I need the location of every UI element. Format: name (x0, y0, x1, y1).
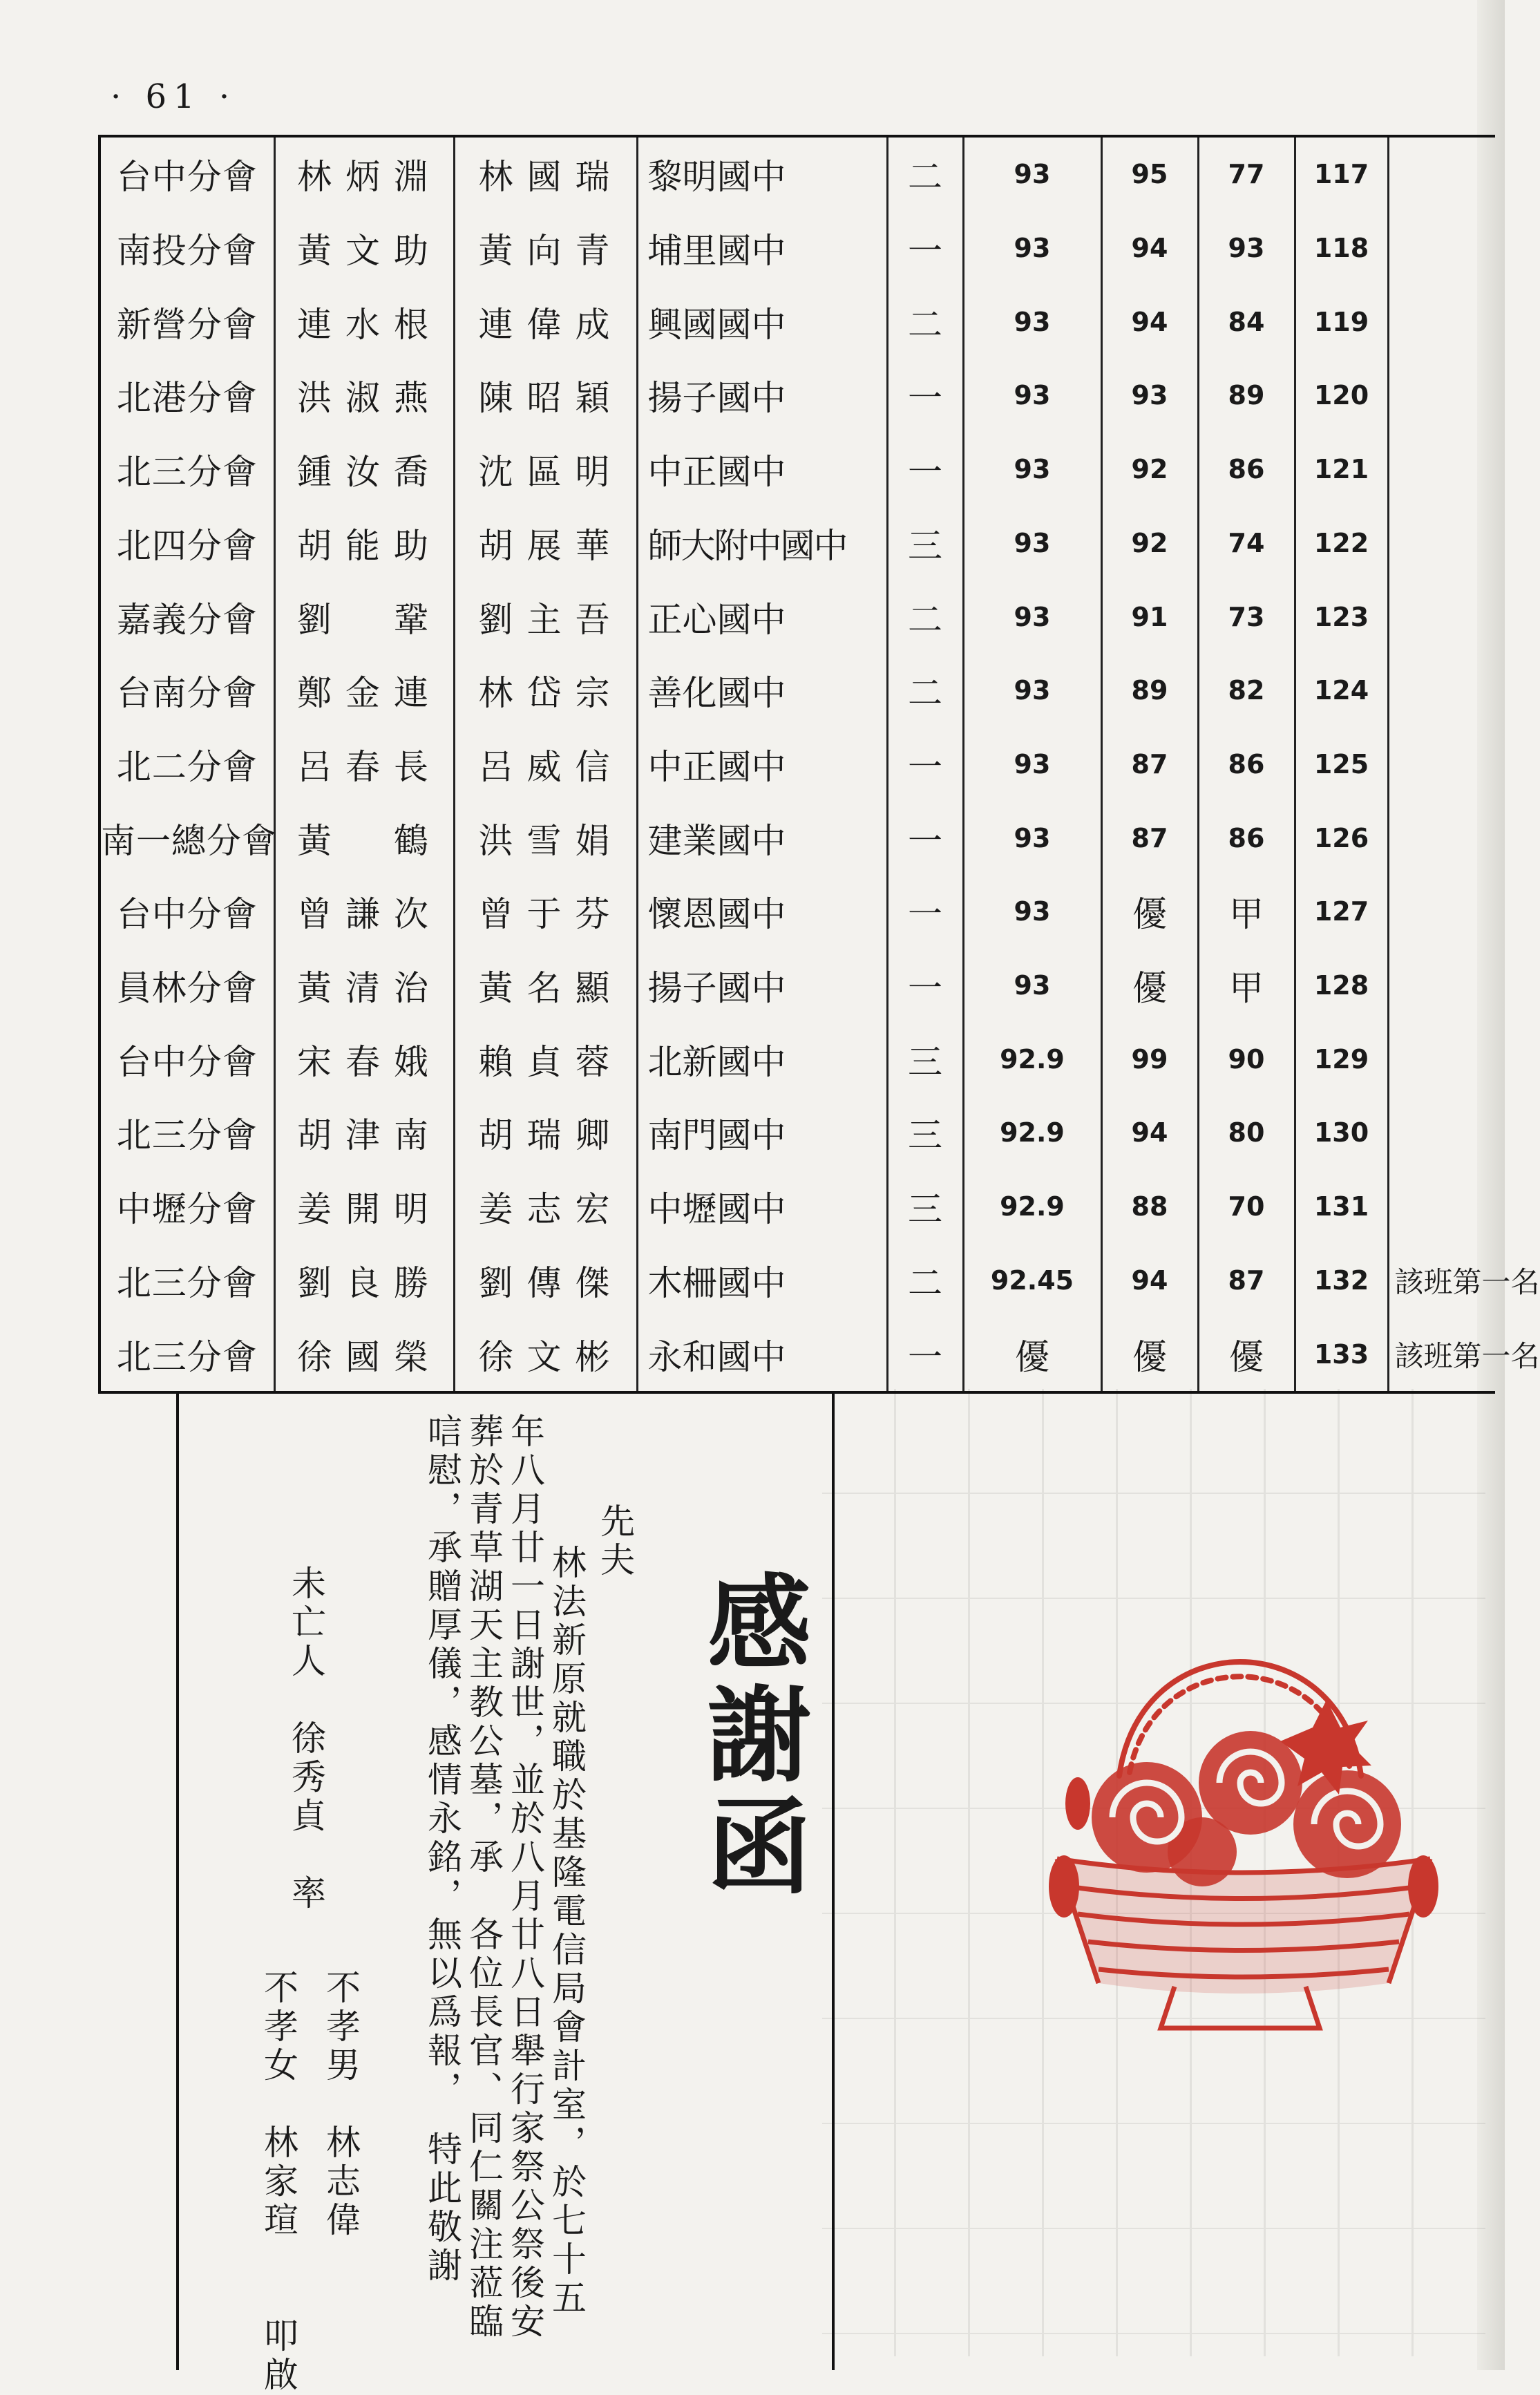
notice-line-2: 林法新原就職於基隆電信局會計室，於七十五 (546, 1544, 587, 2318)
conduct-score-cell: 94 (1101, 1096, 1198, 1170)
conduct-score-cell: 87 (1101, 728, 1198, 802)
student-name-cell: 呂威信 (454, 728, 637, 802)
exam-score-cell: 89 (1198, 359, 1295, 433)
table-row (99, 728, 1495, 802)
branch-cell: 台中分會 (99, 1022, 274, 1096)
student-name-cell: 劉主吾 (454, 580, 637, 654)
member-name-cell: 劉良勝 (274, 1243, 454, 1317)
conduct-score-cell: 優 (1101, 1317, 1198, 1392)
branch-cell: 南一總分會 (99, 801, 274, 875)
branch-cell: 中壢分會 (99, 1170, 274, 1244)
average-score-cell: 93 (963, 506, 1101, 580)
remark-cell (1388, 211, 1495, 285)
exam-score-cell: 93 (1198, 211, 1295, 285)
branch-cell: 台中分會 (99, 136, 274, 211)
grade-cell: 一 (887, 433, 963, 507)
branch-cell: 員林分會 (99, 949, 274, 1023)
conduct-score-cell: 92 (1101, 433, 1198, 507)
serial-number-cell: 133 (1295, 1317, 1388, 1392)
exam-score-cell: 甲 (1198, 875, 1295, 949)
branch-cell: 北三分會 (99, 1096, 274, 1170)
notice-line-5: 唁慰，承贈厚儀，感情永銘，無以爲報， 特此敬謝 (422, 1413, 462, 2286)
student-name-cell: 林岱宗 (454, 654, 637, 728)
serial-number-cell: 121 (1295, 433, 1388, 507)
school-cell: 興國國中 (637, 285, 887, 359)
serial-number-cell: 120 (1295, 359, 1388, 433)
exam-score-cell: 70 (1198, 1170, 1295, 1244)
serial-number-cell: 130 (1295, 1096, 1388, 1170)
student-name-cell: 沈區明 (454, 433, 637, 507)
average-score-cell: 優 (963, 1317, 1101, 1392)
member-name-cell: 宋春娥 (274, 1022, 454, 1096)
average-score-cell: 93 (963, 728, 1101, 802)
conduct-score-cell: 94 (1101, 285, 1198, 359)
member-name-cell: 鍾汝喬 (274, 433, 454, 507)
remark-cell (1388, 801, 1495, 875)
member-name-cell: 黃清治 (274, 949, 454, 1023)
exam-score-cell: 82 (1198, 654, 1295, 728)
grade-cell: 一 (887, 211, 963, 285)
member-name-cell: 洪淑燕 (274, 359, 454, 433)
member-name-cell: 姜開明 (274, 1170, 454, 1244)
school-cell: 正心國中 (637, 580, 887, 654)
notice-line-1: 先夫 (595, 1503, 635, 1580)
student-name-cell: 連偉成 (454, 285, 637, 359)
exam-score-cell: 86 (1198, 728, 1295, 802)
average-score-cell: 93 (963, 801, 1101, 875)
table-row (99, 801, 1495, 875)
serial-number-cell: 131 (1295, 1170, 1388, 1244)
table-row (99, 433, 1495, 507)
grade-cell: 一 (887, 875, 963, 949)
average-score-cell: 92.9 (963, 1170, 1101, 1244)
conduct-score-cell: 88 (1101, 1170, 1198, 1244)
student-name-cell: 姜志宏 (454, 1170, 637, 1244)
exam-score-cell: 90 (1198, 1022, 1295, 1096)
grade-cell: 二 (887, 654, 963, 728)
grade-cell: 一 (887, 359, 963, 433)
grade-cell: 二 (887, 1243, 963, 1317)
student-name-cell: 陳昭穎 (454, 359, 637, 433)
school-cell: 中壢國中 (637, 1170, 887, 1244)
average-score-cell: 93 (963, 285, 1101, 359)
remark-cell (1388, 580, 1495, 654)
exam-score-cell: 80 (1198, 1096, 1295, 1170)
grade-cell: 三 (887, 1170, 963, 1244)
student-name-cell: 林國瑞 (454, 136, 637, 211)
remark-cell (1388, 1022, 1495, 1096)
notice-line-3: 年八月廿一日謝世，並於八月廿八日舉行家祭公祭後安 (505, 1413, 545, 2342)
average-score-cell: 93 (963, 654, 1101, 728)
branch-cell: 新營分會 (99, 285, 274, 359)
student-name-cell: 劉傳傑 (454, 1243, 637, 1317)
school-cell: 南門國中 (637, 1096, 887, 1170)
student-name-cell: 黃向青 (454, 211, 637, 285)
page-number: · 61 · (111, 77, 237, 116)
school-cell: 北新國中 (637, 1022, 887, 1096)
school-cell: 懷恩國中 (637, 875, 887, 949)
conduct-score-cell: 優 (1101, 949, 1198, 1023)
serial-number-cell: 117 (1295, 136, 1388, 211)
grade-cell: 三 (887, 1096, 963, 1170)
average-score-cell: 92.9 (963, 1022, 1101, 1096)
serial-number-cell: 118 (1295, 211, 1388, 285)
branch-cell: 北二分會 (99, 728, 274, 802)
remark-cell (1388, 875, 1495, 949)
school-cell: 揚子國中 (637, 359, 887, 433)
branch-cell: 嘉義分會 (99, 580, 274, 654)
student-name-cell: 胡展華 (454, 506, 637, 580)
table-row (99, 285, 1495, 359)
member-name-cell: 連水根 (274, 285, 454, 359)
branch-cell: 北四分會 (99, 506, 274, 580)
conduct-score-cell: 93 (1101, 359, 1198, 433)
grade-cell: 二 (887, 285, 963, 359)
branch-cell: 北港分會 (99, 359, 274, 433)
exam-score-cell: 優 (1198, 1317, 1295, 1392)
table-row (99, 875, 1495, 949)
exam-score-cell: 86 (1198, 801, 1295, 875)
conduct-score-cell: 92 (1101, 506, 1198, 580)
table-row (99, 1022, 1495, 1096)
remark-cell (1388, 1096, 1495, 1170)
average-score-cell: 93 (963, 211, 1101, 285)
remark-cell (1388, 359, 1495, 433)
school-cell: 揚子國中 (637, 949, 887, 1023)
exam-score-cell: 甲 (1198, 949, 1295, 1023)
average-score-cell: 92.45 (963, 1243, 1101, 1317)
table-row (99, 654, 1495, 728)
member-name-cell: 徐國榮 (274, 1317, 454, 1392)
serial-number-cell: 119 (1295, 285, 1388, 359)
remark-cell (1388, 949, 1495, 1023)
table-row (99, 136, 1495, 211)
conduct-score-cell: 87 (1101, 801, 1198, 875)
member-name-cell: 劉 鞏 (274, 580, 454, 654)
scholarship-score-table (98, 135, 1540, 1394)
school-cell: 中正國中 (637, 728, 887, 802)
exam-score-cell: 86 (1198, 433, 1295, 507)
serial-number-cell: 128 (1295, 949, 1388, 1023)
exam-score-cell: 74 (1198, 506, 1295, 580)
average-score-cell: 93 (963, 949, 1101, 1023)
notice-signature-son: 不孝男 林志偉 (321, 1969, 361, 2240)
student-name-cell: 胡瑞卿 (454, 1096, 637, 1170)
branch-cell: 北三分會 (99, 1317, 274, 1392)
notice-title: 感謝函 (690, 1569, 810, 1904)
average-score-cell: 93 (963, 580, 1101, 654)
table-row (99, 1170, 1495, 1244)
flower-basket-icon (1016, 1596, 1465, 2045)
table-row (99, 949, 1495, 1023)
school-cell: 永和國中 (637, 1317, 887, 1392)
student-name-cell: 徐文彬 (454, 1317, 637, 1392)
notice-line-4: 葬於青草湖天主教公墓，承 各位長官、同仁關注蒞臨 (464, 1413, 504, 2342)
student-name-cell: 洪雪娟 (454, 801, 637, 875)
branch-cell: 北三分會 (99, 1243, 274, 1317)
serial-number-cell: 127 (1295, 875, 1388, 949)
remark-cell (1388, 433, 1495, 507)
member-name-cell: 林炳淵 (274, 136, 454, 211)
serial-number-cell: 125 (1295, 728, 1388, 802)
table-row (99, 359, 1495, 433)
member-name-cell: 胡津南 (274, 1096, 454, 1170)
student-name-cell: 曾于芬 (454, 875, 637, 949)
school-cell: 木柵國中 (637, 1243, 887, 1317)
member-name-cell: 鄭金連 (274, 654, 454, 728)
member-name-cell: 黃文助 (274, 211, 454, 285)
serial-number-cell: 132 (1295, 1243, 1388, 1317)
member-name-cell: 胡能助 (274, 506, 454, 580)
remark-cell (1388, 654, 1495, 728)
grade-cell: 二 (887, 136, 963, 211)
exam-score-cell: 84 (1198, 285, 1295, 359)
school-cell: 中正國中 (637, 433, 887, 507)
school-cell: 埔里國中 (637, 211, 887, 285)
exam-score-cell: 77 (1198, 136, 1295, 211)
grade-cell: 三 (887, 1022, 963, 1096)
serial-number-cell: 124 (1295, 654, 1388, 728)
school-cell: 建業國中 (637, 801, 887, 875)
average-score-cell: 93 (963, 875, 1101, 949)
remark-cell: 該班第一名 (1394, 1265, 1540, 1299)
conduct-score-cell: 94 (1101, 1243, 1198, 1317)
table-row (99, 1243, 1495, 1317)
branch-cell: 台中分會 (99, 875, 274, 949)
serial-number-cell: 122 (1295, 506, 1388, 580)
branch-cell: 北三分會 (99, 433, 274, 507)
conduct-score-cell: 優 (1101, 875, 1198, 949)
serial-number-cell: 126 (1295, 801, 1388, 875)
grade-cell: 一 (887, 801, 963, 875)
notice-signature-widow: 未亡人 徐秀貞 率 (286, 1565, 326, 1913)
table-row (99, 506, 1495, 580)
remark-cell (1388, 728, 1495, 802)
serial-number-cell: 123 (1295, 580, 1388, 654)
student-name-cell: 賴貞蓉 (454, 1022, 637, 1096)
school-cell: 師大附中國中 (637, 506, 887, 580)
average-score-cell: 93 (963, 359, 1101, 433)
table-row (99, 211, 1495, 285)
conduct-score-cell: 91 (1101, 580, 1198, 654)
conduct-score-cell: 99 (1101, 1022, 1198, 1096)
table-row (99, 580, 1495, 654)
remark-cell (1388, 136, 1495, 211)
student-name-cell: 黃名顯 (454, 949, 637, 1023)
grade-cell: 三 (887, 506, 963, 580)
school-cell: 黎明國中 (637, 136, 887, 211)
grade-cell: 一 (887, 949, 963, 1023)
branch-cell: 台南分會 (99, 654, 274, 728)
remark-cell: 該班第一名 (1394, 1338, 1540, 1373)
exam-score-cell: 73 (1198, 580, 1295, 654)
school-cell: 善化國中 (637, 654, 887, 728)
grade-cell: 一 (887, 1317, 963, 1392)
table-row (99, 1096, 1495, 1170)
notice-signature-daughter: 不孝女 林家瑄 叩啟 (258, 1969, 298, 2395)
conduct-score-cell: 94 (1101, 211, 1198, 285)
average-score-cell: 92.9 (963, 1096, 1101, 1170)
member-name-cell: 曾謙次 (274, 875, 454, 949)
table-row (99, 1317, 1495, 1392)
conduct-score-cell: 95 (1101, 136, 1198, 211)
remark-cell (1388, 506, 1495, 580)
member-name-cell: 黃 鶴 (274, 801, 454, 875)
remark-cell (1388, 285, 1495, 359)
exam-score-cell: 87 (1198, 1243, 1295, 1317)
conduct-score-cell: 89 (1101, 654, 1198, 728)
remark-cell (1388, 1170, 1495, 1244)
grade-cell: 二 (887, 580, 963, 654)
serial-number-cell: 129 (1295, 1022, 1388, 1096)
grade-cell: 一 (887, 728, 963, 802)
average-score-cell: 93 (963, 136, 1101, 211)
average-score-cell: 93 (963, 433, 1101, 507)
branch-cell: 南投分會 (99, 211, 274, 285)
member-name-cell: 呂春長 (274, 728, 454, 802)
